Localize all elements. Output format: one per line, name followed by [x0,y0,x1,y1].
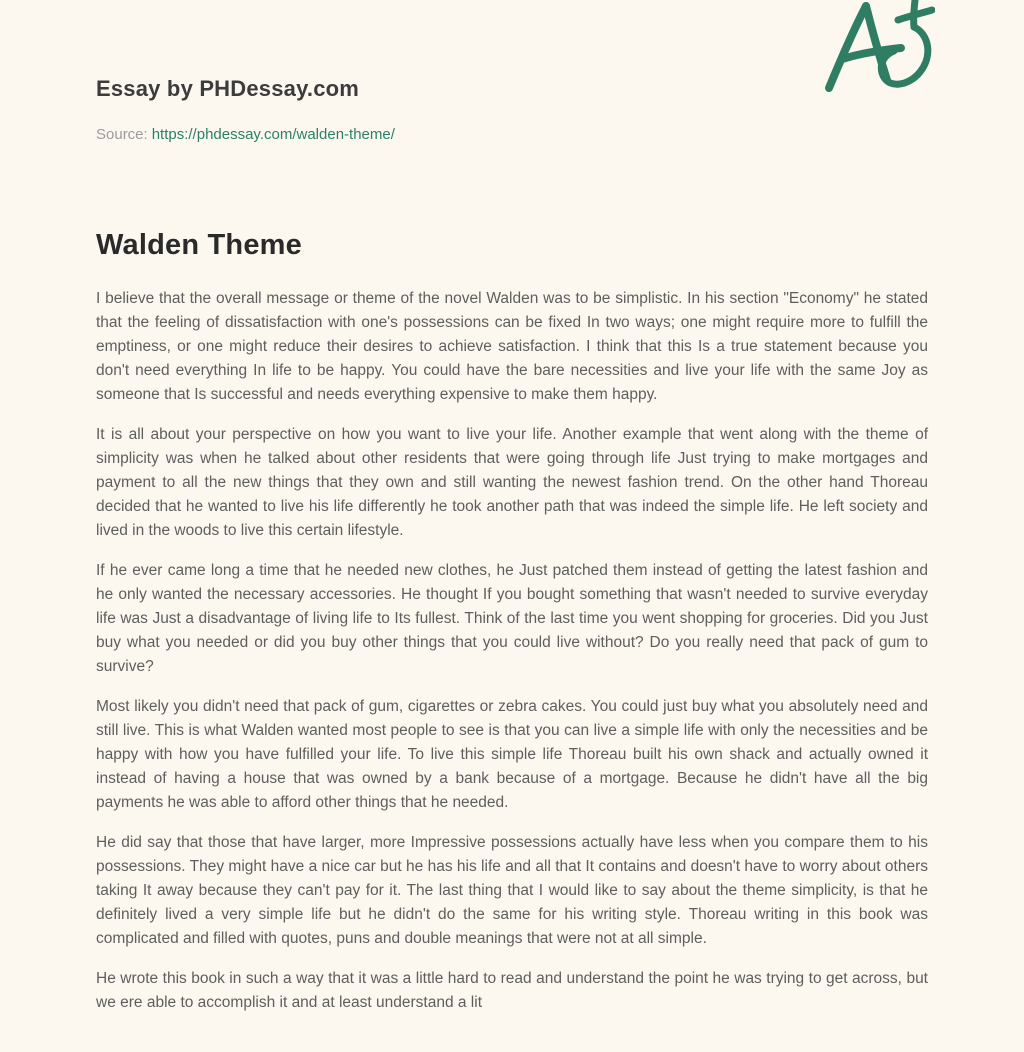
essay-paragraph: He wrote this book in such a way that it was a little hard to read and understand the point he was trying to get across, but we ere able to accomplish it and at least understand a lit [96,970,928,1011]
a-plus-logo-icon [817,0,935,96]
page-header-title: Essay by PHDessay.com [96,76,360,101]
source-label: Source: [96,126,148,143]
source-link[interactable]: https://phdessay.com/walden-theme/ [151,126,395,143]
essay-page [96,0,928,1015]
essay-body [96,287,928,1015]
essay-paragraph: I believe that the overall message or theme of the novel Walden was to be simplistic. In his section "Economy" he stated that the feeling of dissatisfaction with one's possessions can be fixed In two ways; one might require more to fulfill the emptiness, or one might reduce their desires to achieve satisfaction. I think that this Is a true statement because you don't need everything In life to be happy. You could have the bare necessities and live your life with the same Joy as someone that Is successful and needs everything expensive to make them happy. [96,290,928,403]
essay-title: Walden Theme [96,229,302,261]
essay-paragraph: Most likely you didn't need that pack of gum, cigarettes or zebra cakes. You could just buy what you absolutely need and still live. This is what Walden wanted most people to see is that you can live a simple life with only the necessities and be happy with how you have fulfilled your life. To live this simple life Thoreau built his own shack and actually owned it instead of having a house that was owned by a bank because of a mortgage. Because he didn't have all the big payments he was able to afford other things that he needed. [96,698,928,811]
essay-paragraph: He did say that those that have larger, more Impressive possessions actually have less when you compare them to his possessions. They might have a nice car but he has his life and all that It contains and doesn't have to worry about others taking It away because they can't pay for it. The last thing that I would like to say about the theme simplicity, is that he definitely lived a very simple life but he didn't do the same for his writing style. Thoreau writing in this book was complicated and filled with quotes, puns and double meanings that were not at all simple. [96,834,928,947]
essay-paragraph: If he ever came long a time that he needed new clothes, he Just patched them instead of getting the latest fashion and he only wanted the necessary accessories. He thought If you bought something that wasn't needed to survive everyday life was Just a disadvantage of living life to Its fullest. Think of the last time you went shopping for groceries. Did you Just buy what you needed or did you buy other things that you could live without? Do you really need that pack of gum to survive? [96,562,928,675]
source-line [96,125,928,145]
essay-paragraph: It is all about your perspective on how you want to live your life. Another example that went along with the theme of simplicity was when he talked about other residents that were going through life Just trying to make mortgages and payment to all the new things that they own and still wanting the newest fashion trend. On the other hand Thoreau decided that he wanted to live his life differently he took another path that was indeed the simple life. He left society and lived in the woods to live this certain lifestyle. [96,426,928,539]
phdessay-logo [817,0,935,96]
